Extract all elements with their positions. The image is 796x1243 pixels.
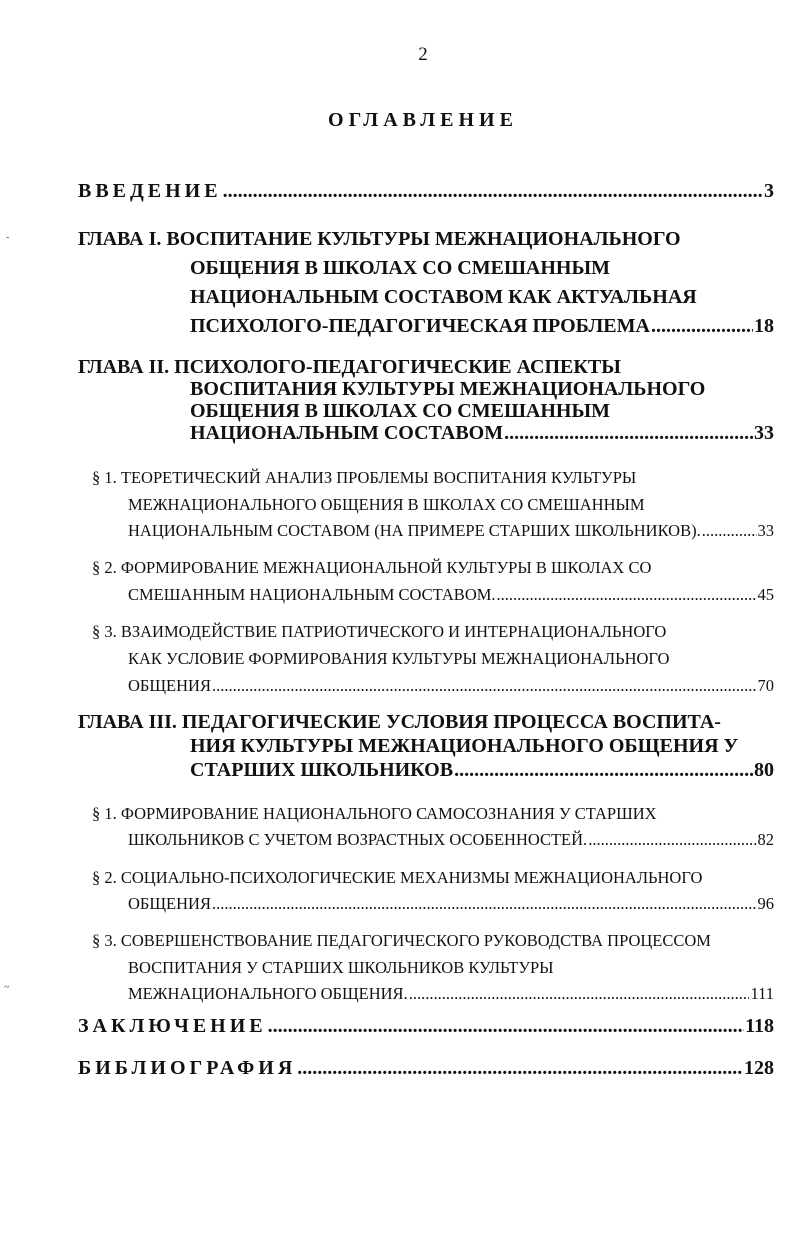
- toc-bibliography-page: 128: [744, 1057, 774, 1079]
- scan-mark: -: [6, 232, 10, 243]
- ch2-s1-page: 33: [757, 521, 774, 540]
- ch3-s1-line2: ШКОЛЬНИКОВ С УЧЕТОМ ВОЗРАСТНЫХ ОСОБЕННОСТЕЙ.: [128, 830, 588, 849]
- ch3-s1-line1: § 1. ФОРМИРОВАНИЕ НАЦИОНАЛЬНОГО САМОСОЗНАНИЯ У СТАРШИХ: [92, 804, 657, 823]
- scan-mark: ~: [4, 982, 10, 993]
- toc-intro-page: 3: [764, 180, 774, 202]
- chapter2-page: 33: [754, 422, 774, 444]
- leader-dots: [212, 894, 757, 914]
- leader-dots: [504, 422, 753, 445]
- page-title: ОГЛАВЛЕНИЕ: [328, 109, 518, 131]
- toc-intro-label: ВВЕДЕНИЕ: [78, 180, 222, 202]
- chapter1-line4: ПСИХОЛОГО-ПЕДАГОГИЧЕСКАЯ ПРОБЛЕМА: [190, 315, 650, 337]
- leader-dots: [497, 585, 757, 605]
- chapter2-line3: ОБЩЕНИЯ В ШКОЛАХ СО СМЕШАННЫМ: [190, 400, 610, 422]
- chapter3-line2: НИЯ КУЛЬТУРЫ МЕЖНАЦИОНАЛЬНОГО ОБЩЕНИЯ У: [190, 735, 739, 757]
- chapter1-page: 18: [754, 315, 774, 337]
- ch2-s3-line3: ОБЩЕНИЯ: [128, 676, 211, 695]
- ch2-s1-line2: МЕЖНАЦИОНАЛЬНОГО ОБЩЕНИЯ В ШКОЛАХ СО СМЕШАННЫМ: [128, 495, 645, 514]
- ch3-s1-entry: [128, 830, 774, 850]
- toc-bibliography: [78, 1057, 774, 1080]
- ch2-s2-line2: СМЕШАННЫМ НАЦИОНАЛЬНЫМ СОСТАВОМ.: [128, 585, 496, 604]
- ch2-s2-page: 45: [757, 585, 774, 604]
- ch3-s2-page: 96: [757, 894, 774, 913]
- ch3-s3-line1: § 3. СОВЕРШЕНСТВОВАНИЕ ПЕДАГОГИЧЕСКОГО РУКОВОДСТВА ПРОЦЕССОМ: [92, 931, 711, 950]
- leader-dots: [651, 315, 753, 338]
- leader-dots: [702, 521, 757, 541]
- chapter2-line2: ВОСПИТАНИЯ КУЛЬТУРЫ МЕЖНАЦИОНАЛЬНОГО: [190, 378, 706, 400]
- toc-intro: [78, 180, 774, 203]
- toc-bibliography-label: БИБЛИОГРАФИЯ: [78, 1057, 297, 1079]
- ch3-s2-line2: ОБЩЕНИЯ: [128, 894, 211, 913]
- chapter1-line1: ГЛАВА I. ВОСПИТАНИЕ КУЛЬТУРЫ МЕЖНАЦИОНАЛЬНОГО: [78, 228, 681, 250]
- ch2-s1-line1: § 1. ТЕОРЕТИЧЕСКИЙ АНАЛИЗ ПРОБЛЕМЫ ВОСПИТАНИЯ КУЛЬТУРЫ: [92, 468, 637, 487]
- chapter3-page: 80: [754, 759, 774, 781]
- chapter1-line2: ОБЩЕНИЯ В ШКОЛАХ СО СМЕШАННЫМ: [190, 257, 610, 279]
- ch3-s2-entry: [128, 894, 774, 914]
- ch2-s1-line3: НАЦИОНАЛЬНЫМ СОСТАВОМ (НА ПРИМЕРЕ СТАРШИХ ШКОЛЬНИКОВ).: [128, 521, 701, 540]
- toc-conclusion-page: 118: [745, 1015, 774, 1037]
- leader-dots: [588, 830, 756, 850]
- chapter3-line1: ГЛАВА III. ПЕДАГОГИЧЕСКИЕ УСЛОВИЯ ПРОЦЕССА ВОСПИТА-: [78, 711, 721, 733]
- ch3-s3-page: 111: [750, 984, 774, 1003]
- ch3-s3-line3: МЕЖНАЦИОНАЛЬНОГО ОБЩЕНИЯ.: [128, 984, 408, 1003]
- leader-dots: [297, 1057, 743, 1080]
- ch3-s3-line2: ВОСПИТАНИЯ У СТАРШИХ ШКОЛЬНИКОВ КУЛЬТУРЫ: [128, 958, 554, 977]
- leader-dots: [454, 759, 753, 782]
- ch2-s2-entry: [128, 585, 774, 605]
- chapter1-line3: НАЦИОНАЛЬНЫМ СОСТАВОМ КАК АКТУАЛЬНАЯ: [190, 286, 697, 308]
- chapter2-entry: [190, 422, 774, 445]
- leader-dots: [223, 180, 763, 203]
- leader-dots: [268, 1015, 744, 1038]
- chapter3-line3: СТАРШИХ ШКОЛЬНИКОВ: [190, 759, 454, 781]
- page-number: 2: [418, 44, 428, 65]
- toc-conclusion-label: ЗАКЛЮЧЕНИЕ: [78, 1015, 267, 1037]
- leader-dots: [409, 984, 750, 1004]
- leader-dots: [212, 676, 757, 696]
- ch2-s3-entry: [128, 676, 774, 696]
- ch2-s2-line1: § 2. ФОРМИРОВАНИЕ МЕЖНАЦИОНАЛЬНОЙ КУЛЬТУРЫ В ШКОЛАХ СО: [92, 558, 652, 577]
- ch2-s3-page: 70: [757, 676, 774, 695]
- chapter2-line4: НАЦИОНАЛЬНЫМ СОСТАВОМ: [190, 422, 504, 444]
- ch3-s3-entry: [128, 984, 774, 1004]
- ch2-s3-line2: КАК УСЛОВИЕ ФОРМИРОВАНИЯ КУЛЬТУРЫ МЕЖНАЦИОНАЛЬНОГО: [128, 649, 670, 668]
- chapter3-entry: [190, 759, 774, 782]
- ch3-s2-line1: § 2. СОЦИАЛЬНО-ПСИХОЛОГИЧЕСКИЕ МЕХАНИЗМЫ МЕЖНАЦИОНАЛЬНОГО: [92, 868, 703, 887]
- ch2-s3-line1: § 3. ВЗАИМОДЕЙСТВИЕ ПАТРИОТИЧЕСКОГО И ИНТЕРНАЦИОНАЛЬНОГО: [92, 622, 667, 641]
- ch2-s1-entry: [128, 521, 774, 541]
- ch3-s1-page: 82: [757, 830, 774, 849]
- chapter2-line1: ГЛАВА II. ПСИХОЛОГО-ПЕДАГОГИЧЕСКИЕ АСПЕКТЫ: [78, 356, 621, 378]
- toc-conclusion: [78, 1015, 774, 1038]
- chapter1-entry: [190, 315, 774, 338]
